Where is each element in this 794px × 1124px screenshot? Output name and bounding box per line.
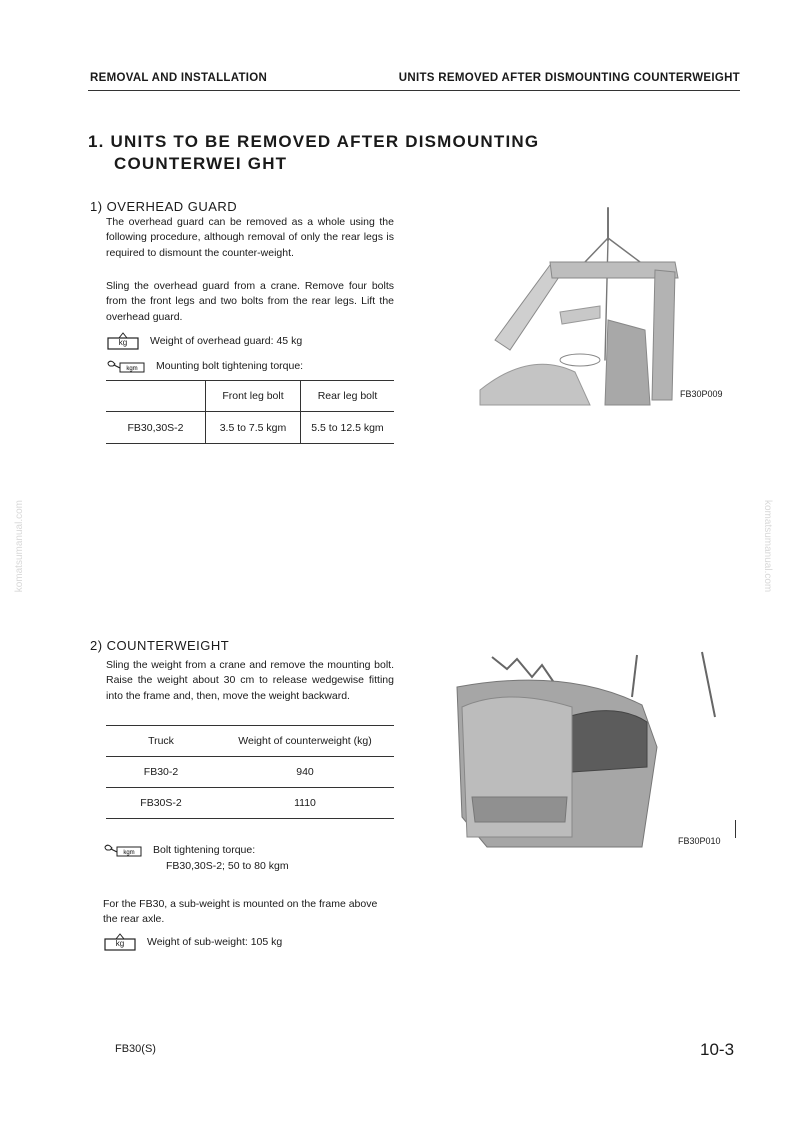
wrench-icon-label: kgm: [123, 850, 135, 856]
counterweight-paragraph: Sling the weight from a crane and remove the mounting bolt. Raise the weight about 30 cm to release wedgewise fitting into the frame and, then, move the weight backward.: [106, 659, 394, 702]
table-cell: FB30,30S-2: [127, 421, 184, 434]
overhead-guard-weight-row: [106, 332, 302, 350]
subweight-note: For the FB30, a sub-weight is mounted on the frame above the rear axle.: [103, 898, 378, 926]
section-title: [88, 131, 539, 175]
table-cell: 940: [296, 766, 314, 778]
table-cell: 5.5 to 12.5 kgm: [301, 412, 395, 444]
counterweight-heading: 2) COUNTERWEIGHT: [90, 638, 230, 653]
subweight-text: Weight of sub-weight: 105 kg: [147, 936, 283, 948]
overhead-guard-heading: 1) OVERHEAD GUARD: [90, 199, 238, 214]
subweight-row: [103, 933, 282, 951]
wrench-icon-label: kgm: [126, 366, 138, 372]
weight-icon: [103, 933, 137, 951]
overhead-guard-torque-text: Mounting bolt tightening torque:: [156, 360, 304, 372]
table-header-cell: Front leg bolt: [206, 381, 301, 412]
page-number: 10-3: [700, 1040, 735, 1059]
counterweight-photo: [447, 647, 742, 857]
header-rule: [88, 90, 740, 91]
table-header-cell: Truck: [148, 735, 174, 747]
table-row: [106, 788, 394, 819]
figure1-label: FB30P009: [680, 389, 723, 399]
table-header-row: [106, 381, 394, 412]
watermark-left: komatsumanual.com: [14, 500, 25, 593]
footer-model: FB30(S): [115, 1043, 156, 1055]
counterweight-table: [106, 725, 394, 819]
counterweight-torque-text: Bolt tightening torque:: [153, 844, 256, 856]
figure2-label: FB30P010: [678, 836, 721, 846]
overhead-guard-weight-text: Weight of overhead guard: 45 kg: [150, 335, 303, 347]
overhead-guard-paragraph2: Sling the overhead guard from a crane. Remove four bolts from the front legs and two bolts from the rear legs. Lift the overhead guard.: [106, 280, 394, 323]
table-header-cell: [106, 381, 206, 412]
table-header-cell: Weight of counterweight (kg): [238, 735, 372, 747]
table-cell: FB30-2: [143, 766, 179, 778]
overhead-guard-paragraph1: The overhead guard can be removed as a whole using the following procedure, although removal of only the rear legs is required to dismount the counter-weight.: [106, 216, 394, 259]
table-header-cell: Rear leg bolt: [301, 381, 395, 412]
section-title-line1: 1. UNITS TO BE REMOVED AFTER DISMOUNTING: [88, 132, 540, 151]
overhead-guard-table: [106, 380, 394, 444]
table-row: [106, 757, 394, 788]
header-left: REMOVAL AND INSTALLATION: [90, 72, 268, 84]
table-cell: FB30S-2: [140, 797, 182, 809]
table-header-row: [106, 726, 394, 757]
header-right: UNITS REMOVED AFTER DISMOUNTING COUNTERWEIGHT: [398, 72, 740, 84]
overhead-guard-photo: [440, 200, 740, 412]
wrench-icon: [103, 843, 143, 857]
weight-icon-label: kg: [118, 338, 128, 347]
section-title-line2: COUNTERWEI GHT: [114, 154, 288, 173]
weight-icon: [106, 332, 140, 350]
wrench-icon: [106, 359, 146, 373]
counterweight-torque-row: [103, 843, 255, 857]
table-cell: 3.5 to 7.5 kgm: [206, 412, 301, 444]
weight-icon-label: kg: [115, 939, 125, 948]
counterweight-torque-value: FB30,30S-2; 50 to 80 kgm: [166, 860, 289, 872]
overhead-guard-torque-row: [106, 359, 303, 373]
figure2-mark: [735, 820, 736, 838]
table-row: [106, 412, 394, 444]
watermark-right: komatsumanual.com: [762, 500, 773, 593]
table-cell: 1110: [294, 797, 316, 809]
